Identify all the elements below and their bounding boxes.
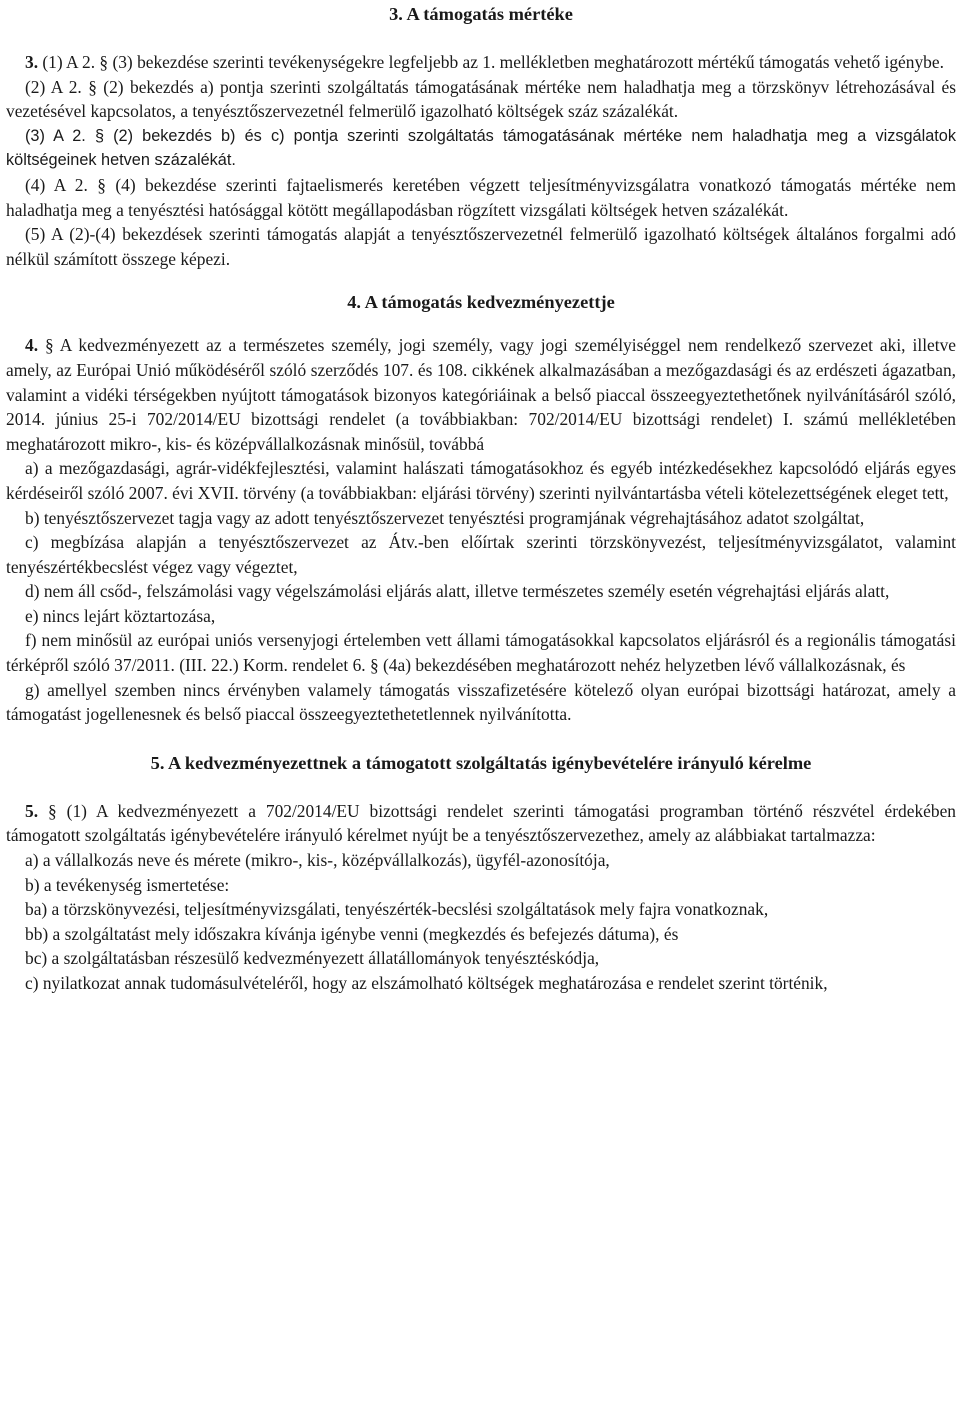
- section-3-paragraph-1: [6, 50, 956, 75]
- section-5-item-bb: bb) a szolgáltatást mely időszakra kívánja igénybe venni (megkezdés és befejezés dátuma), és: [25, 923, 679, 944]
- section-5-item-ba: ba) a törzskönyvezési, teljesítményvizsgálati, tenyészérték-becslési szolgáltatások mely fajra vonatkoznak,: [25, 899, 769, 920]
- section-3-paragraph-2: (2) A 2. § (2) bekezdés a) pontja szerinti szolgáltatás támogatásának mértéke nem haladhatja meg a törzskönyv létrehozásával és vezetésével kapcsolatos, a tenyésztőszervezetnél felmerülő igazolható költségek száz százalékát.: [6, 76, 956, 122]
- section-4-item-d: d) nem áll csőd-, felszámolási vagy végelszámolási eljárás alatt, illetve természetes személy esetén végrehajtási eljárás alatt,: [25, 581, 890, 602]
- section-3-paragraph-3: (3) A 2. § (2) bekezdés b) és c) pontja szerinti szolgáltatás támogatásának mértéke nem haladhatja meg a vizsgálatok költségeinek hetven százalékát.: [6, 126, 956, 170]
- section-4-paragraph-1: [6, 333, 956, 456]
- section-5-heading: 5. A kedvezményezettnek a támogatott szolgáltatás igénybevételére irányuló kérelme: [150, 752, 812, 773]
- section-4-heading: 4. A támogatás kedvezményezettje: [347, 292, 615, 313]
- section-3-paragraph-5: (5) A (2)-(4) bekezdések szerinti támogatás alapját a tenyésztőszervezetnél felmerülő igazolható költségek általános forgalmi adó nélkül számított összege képezi.: [6, 224, 956, 269]
- section-4-item-a: a) a mezőgazdasági, agrár-vidékfejlesztési, valamint halászati támogatásokhoz és egyéb intézkedésekhez kapcsolódó eljárás egyes kérdéseiről szóló 2007. évi XVII. törvény (a továbbiakban: eljárási törvény) szerinti nyilvántartásba vételi kötelezettségének eleget tett,: [6, 458, 956, 503]
- section-4-item-e: e) nincs lejárt köztartozása,: [25, 605, 216, 626]
- section-3-paragraph-1-text: (1) A 2. § (3) bekezdése szerinti tevékenységekre legfeljebb az 1. mellékletben meghatározott mértékű támogatás vehető igénybe.: [38, 52, 944, 72]
- section-5-number: 5.: [25, 800, 39, 821]
- section-4-number: 4.: [25, 335, 39, 356]
- section-5-paragraph-1: [6, 799, 956, 848]
- section-3-paragraph-4: (4) A 2. § (4) bekezdése szerinti fajtaelismerés keretében végzett teljesítményvizsgálatra vonatkozó támogatás mértéke nem haladhatja meg a tenyésztési hatósággal kötött megállapodásban rögzített vizsgálati költségek hetven százalékát.: [6, 174, 956, 220]
- section-5-paragraph-1-text: § (1) A kedvezményezett a 702/2014/EU bizottsági rendelet szerinti támogatási programban történő részvétel érdekében támogatott szolgáltatás igénybevételére irányuló kérelmet nyújt be a tenyésztőszervezethez, amely az alábbiakat tartalmazza:: [6, 800, 956, 846]
- section-5-item-a: a) a vállalkozás neve és mérete (mikro-, kis-, középvállalkozás), ügyfél-azonosítója,: [25, 850, 610, 871]
- section-5-item-b: b) a tevékenység ismertetése:: [25, 874, 230, 895]
- section-4-item-f: f) nem minősül az európai uniós versenyjogi értelemben vett állami támogatásokkal kapcsolatos eljárásról és a regionális támogatási térképről szóló 37/2011. (III. 22.) Korm. rendelet 6. § (4a) bekezdésében meghatározott nehéz helyzetben lévő vállalkozásnak, és: [6, 630, 956, 676]
- section-3-number: 3.: [25, 52, 39, 72]
- document-page: [6, 2, 956, 996]
- section-4-item-c: c) megbízása alapján a tenyésztőszervezet az Átv.-ben előírtak szerinti törzskönyvezést, teljesítményvizsgálatot, valamint tenyészértékbecslést végez vagy végeztet,: [6, 532, 956, 577]
- section-5-item-c: c) nyilatkozat annak tudomásulvételéről, hogy az elszámolható költségek meghatározása e rendelet szerint történik,: [25, 973, 828, 993]
- section-5-item-bc: bc) a szolgáltatásban részesülő kedvezményezett állatállományok tenyésztéskódja,: [25, 948, 600, 969]
- section-3-heading: 3. A támogatás mértéke: [389, 4, 573, 24]
- section-4-item-b: b) tenyésztőszervezet tagja vagy az adott tenyésztőszervezet tenyésztési programjának végrehajtásához adatot szolgáltat,: [25, 507, 865, 528]
- section-4-item-g: g) amellyel szemben nincs érvényben valamely támogatás visszafizetésére kötelező olyan európai bizottsági határozat, amely a támogatást jogellenesnek és belső piaccal összeegyeztethetetlennek nyilvánította.: [6, 679, 956, 725]
- section-4-paragraph-1-text: § A kedvezményezett az a természetes személy, jogi személy, vagy jogi személyiséggel nem rendelkező szervezet aki, illetve amely, az Európai Unió működéséről szóló szerződés 107. és 108. cikkének alkalmazásában a mezőgazdasági és az erdészeti ágazatban, valamint a vidéki térségekben nyújtott támogatások bizonyos kategóriáinak a belső piaccal összeegyeztethetőnek nyilvánításáról szóló, 2014. június 25-i 702/2014/EU bizottsági rendelet (a továbbiakban: 702/2014/EU bizottsági rendelet) I. számú mellékletében meghatározott mikro-, kis- és középvállalkozásnak minősül, továbbá: [6, 335, 956, 454]
